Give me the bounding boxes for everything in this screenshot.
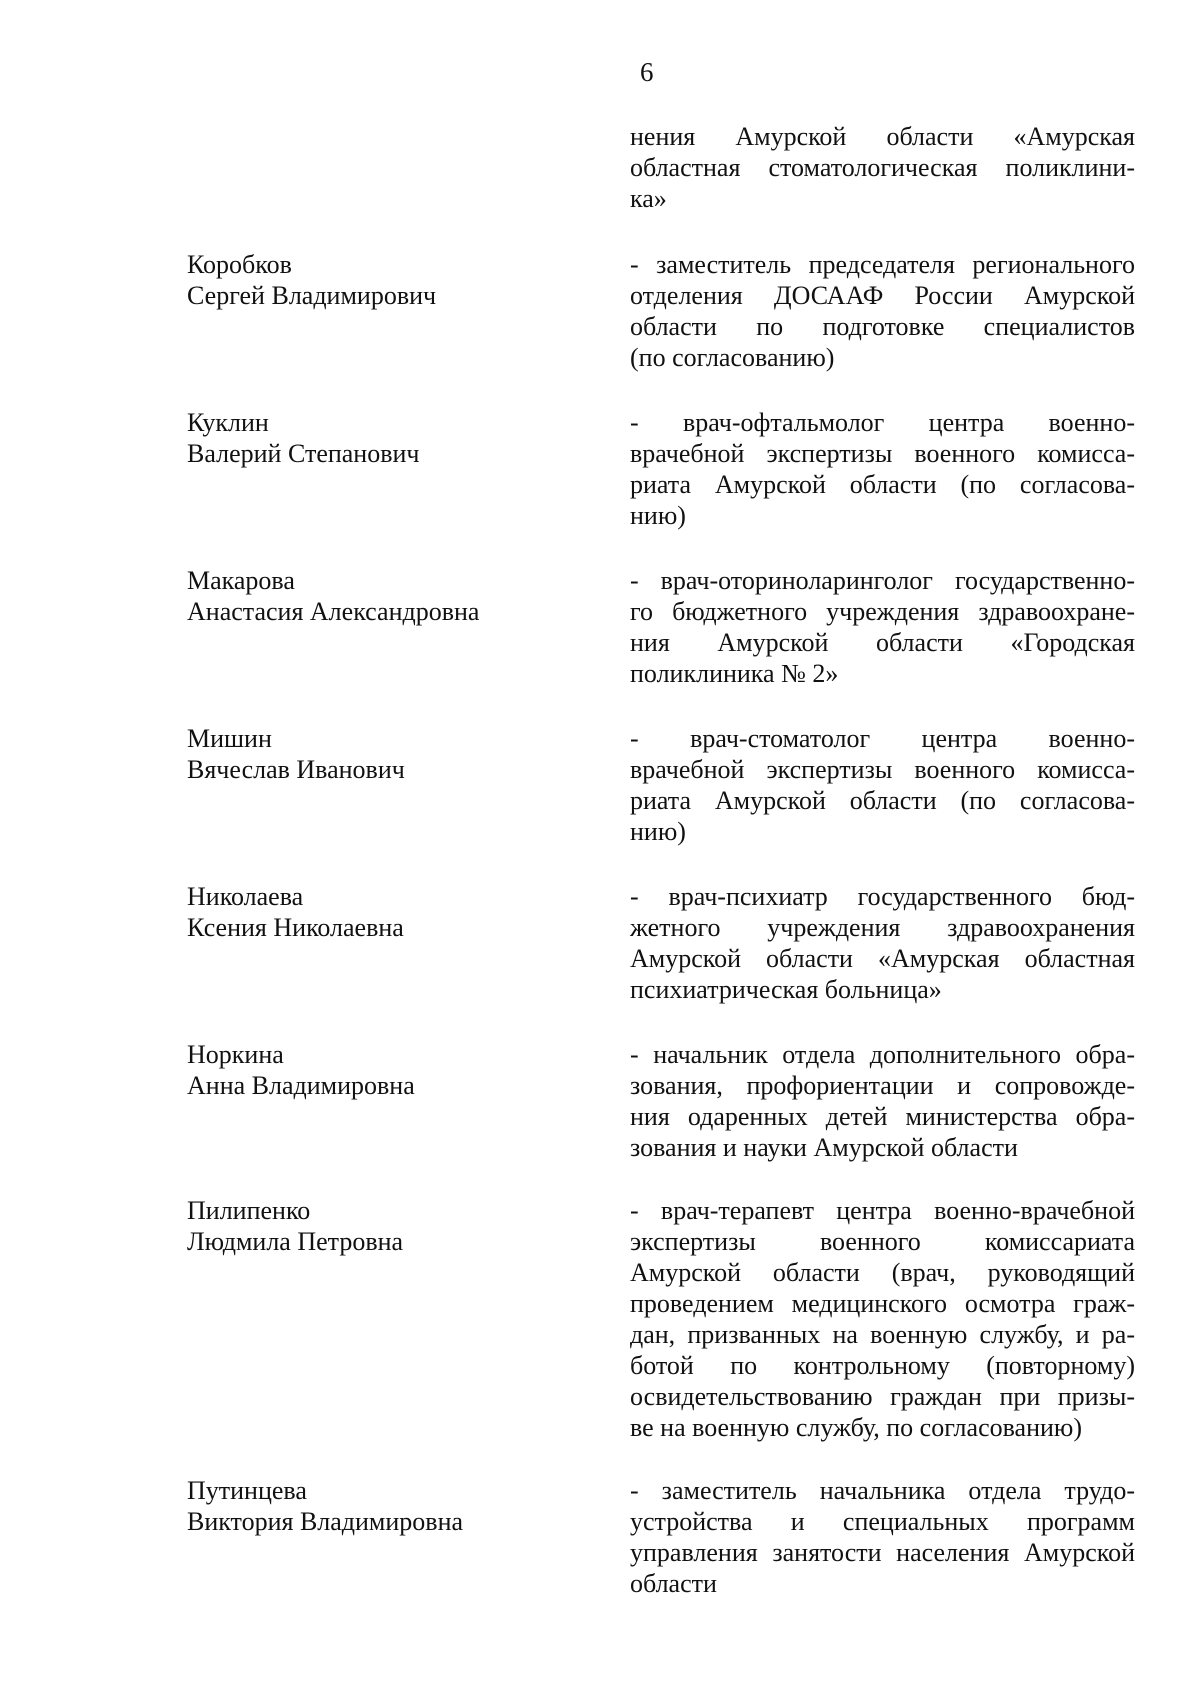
description-line: - врач-терапевт центра военно-врачебной xyxy=(630,1196,1135,1225)
member-name xyxy=(187,407,547,469)
description-line: области xyxy=(630,1569,717,1598)
description-line: врачебной экспертизы военного комисса- xyxy=(630,755,1135,784)
description-line: освидетельствованию граждан при призы- xyxy=(630,1382,1135,1411)
description-line: риата Амурской области (по согласова- xyxy=(630,786,1135,815)
description-line: отделения ДОСААФ России Амурской xyxy=(630,281,1135,310)
description-line: зования и науки Амурской области xyxy=(630,1133,1018,1162)
member-surname: Макарова xyxy=(187,566,295,595)
member-surname: Куклин xyxy=(187,408,269,437)
description-line: областная стоматологическая поликлини- xyxy=(630,153,1135,182)
member-given-name: Анастасия Александровна xyxy=(187,597,480,626)
member-given-name: Виктория Владимировна xyxy=(187,1507,464,1536)
description-line: поликлиника № 2» xyxy=(630,659,839,688)
member-name xyxy=(187,881,547,943)
member-position xyxy=(630,1475,1135,1599)
member-position xyxy=(630,249,1135,373)
member-given-name: Сергей Владимирович xyxy=(187,281,437,310)
description-line: Амурской области «Амурская областная xyxy=(630,944,1135,973)
description-line: жетного учреждения здравоохранения xyxy=(630,913,1135,942)
member-position xyxy=(630,1039,1135,1163)
description-line: психиатрическая больница» xyxy=(630,975,942,1004)
member-position xyxy=(630,565,1135,689)
description-line: управления занятости населения Амурской xyxy=(630,1538,1135,1567)
description-line: проведением медицинского осмотра граж- xyxy=(630,1289,1135,1318)
member-position xyxy=(630,723,1135,847)
description-line: экспертизы военного комиссариата xyxy=(630,1227,1135,1256)
member-given-name: Валерий Степанович xyxy=(187,439,420,468)
description-line: - врач-психиатр государственного бюд- xyxy=(630,882,1135,911)
description-line: ния Амурской области «Городская xyxy=(630,628,1135,657)
member-surname: Норкина xyxy=(187,1040,284,1069)
description-line: - заместитель председателя регионального xyxy=(630,250,1135,279)
description-line: - врач-оториноларинголог государственно- xyxy=(630,566,1135,595)
description-line: Амурской области (врач, руководящий xyxy=(630,1258,1135,1287)
description-line: го бюджетного учреждения здравоохране- xyxy=(630,597,1135,626)
description-line: - врач-стоматолог центра военно- xyxy=(630,724,1135,753)
member-given-name: Ксения Николаевна xyxy=(187,913,404,942)
description-line: врачебной экспертизы военного комисса- xyxy=(630,439,1135,468)
member-surname: Пилипенко xyxy=(187,1196,311,1225)
member-name xyxy=(187,249,547,311)
description-line: зования, профориентации и сопровожде- xyxy=(630,1071,1135,1100)
member-name xyxy=(187,565,547,627)
description-line: нию) xyxy=(630,501,686,530)
member-name xyxy=(187,723,547,785)
continued-description xyxy=(630,121,1135,214)
description-line: ве на военную службу, по согласованию) xyxy=(630,1413,1082,1442)
description-line: - врач-офтальмолог центра военно- xyxy=(630,408,1135,437)
description-line: дан, призванных на военную службу, и ра- xyxy=(630,1320,1135,1349)
description-line: (по согласованию) xyxy=(630,343,835,372)
description-line: - начальник отдела дополнительного обра- xyxy=(630,1040,1135,1069)
member-position xyxy=(630,407,1135,531)
description-line: ка» xyxy=(630,184,667,213)
member-given-name: Людмила Петровна xyxy=(187,1227,404,1256)
member-surname: Путинцева xyxy=(187,1476,307,1505)
member-name xyxy=(187,1039,547,1101)
description-line: нения Амурской области «Амурская xyxy=(630,122,1135,151)
member-given-name: Вячеслав Иванович xyxy=(187,755,405,784)
page-number: 6 xyxy=(640,57,654,87)
description-line: области по подготовке специалистов xyxy=(630,312,1135,341)
member-surname: Коробков xyxy=(187,250,292,279)
member-position xyxy=(630,881,1135,1005)
member-name xyxy=(187,1475,547,1537)
description-line: риата Амурской области (по согласова- xyxy=(630,470,1135,499)
description-line: ботой по контрольному (повторному) xyxy=(630,1351,1135,1380)
member-surname: Николаева xyxy=(187,882,304,911)
description-line: нию) xyxy=(630,817,686,846)
description-line: устройства и специальных программ xyxy=(630,1507,1135,1536)
description-line: - заместитель начальника отдела трудо- xyxy=(630,1476,1135,1505)
member-surname: Мишин xyxy=(187,724,272,753)
member-name xyxy=(187,1195,547,1257)
member-given-name: Анна Владимировна xyxy=(187,1071,415,1100)
member-position xyxy=(630,1195,1135,1443)
description-line: ния одаренных детей министерства обра- xyxy=(630,1102,1135,1131)
